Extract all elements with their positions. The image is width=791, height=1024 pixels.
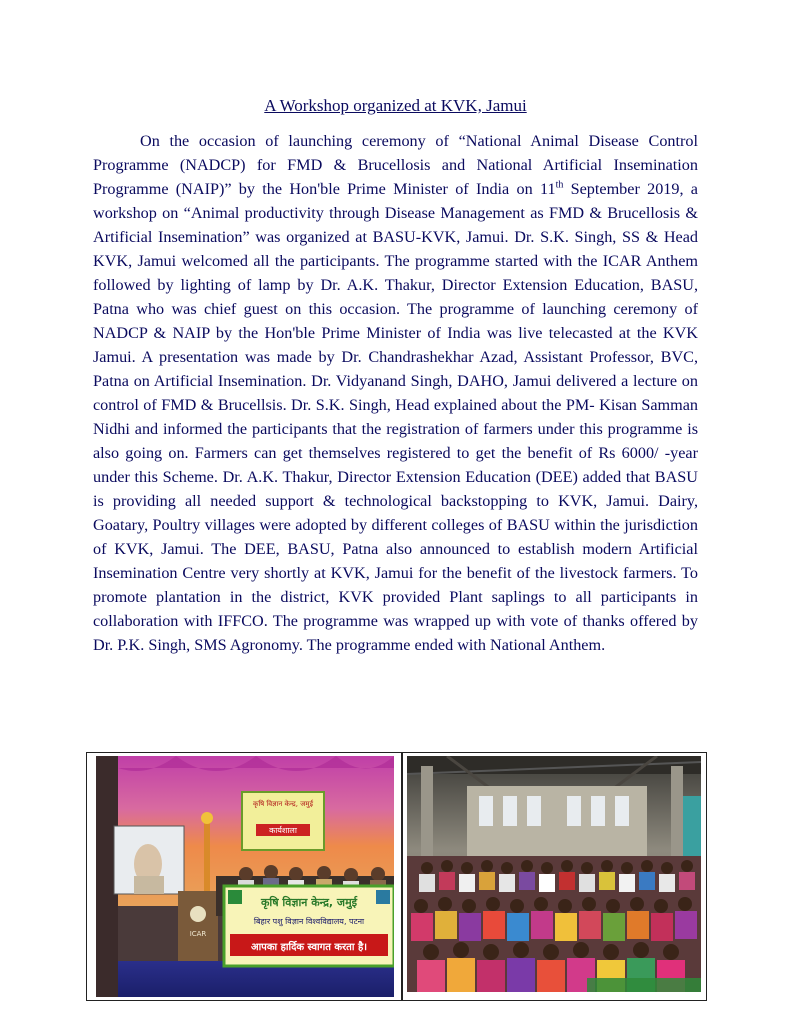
audience-photo — [407, 756, 701, 992]
date-superscript: th — [555, 179, 564, 191]
paragraph-text-part1: On the occasion of launching ceremony of “National Animal Disease Control Programme (NADCP) for FMD & Brucellosis and National Artificial Insemination Programme (NAIP)” by the Hon'ble Prime Minister of India on 11 — [93, 132, 698, 198]
top-banner-line1: कृषि विज्ञान केन्द्र, जमुई — [252, 800, 314, 808]
workshop-stage-photo — [96, 756, 394, 997]
page-title: A Workshop organized at KVK, Jamui — [264, 96, 527, 115]
body-paragraph — [93, 129, 698, 657]
photo-table — [86, 752, 707, 1001]
paragraph-text-part2: September 2019, a workshop on “Animal productivity through Disease Management as FMD & Brucellosis & Artificial Insemination” was organized at BASU-KVK, Jamui. Dr. S.K. Singh, SS & Head KVK, Jamui welcomed all the participants. The programme started with the ICAR Anthem followed by lighting of lamp by Dr. A.K. Thakur, Director Extension Education, BASU, Patna who was chief guest on this occasion. The programme of launching ceremony of NADCP & NAIP by the Hon'ble Prime Minister of India was live telecasted at the KVK Jamui. A presentation was made by Dr. Chandrashekhar Azad, Assistant Professor, BVC, Patna on Artificial Insemination. Dr. Vidyanand Singh, DAHO, Jamui delivered a lecture on control of FMD & Brucellsis. Dr. S.K. Singh, Head explained about the PM- Kisan Samman Nidhi and informed the participants that the registration of farmers under this programme is also going on. Farmers can get themselves registered to get the benefit of Rs 6000/ -year under this Scheme. Dr. A.K. Thakur, Director Extension Education (DEE) added that BASU is providing all needed support & technological backstopping to KVK, Jamui. Dairy, Goatary, Poultry villages were adopted by different colleges of BASU within the jurisdiction of KVK, Jamui. The DEE, BASU, Patna also announced to establish modern Artificial Insemination Centre very shortly at KVK, Jamui for the benefit of the livestock farmers. To promote plantation in the district, KVK provided Plant saplings to all participants in collaboration with IFFCO. The programme was wrapped up with vote of thanks offered by Dr. P.K. Singh, SMS Agronomy. The programme ended with National Anthem. — [93, 180, 698, 654]
table-divider — [401, 753, 403, 1000]
top-banner-line2: कार्यशाला — [269, 826, 297, 835]
bottom-banner-line1: कृषि विज्ञान केन्द्र, जमुई — [260, 896, 358, 909]
bottom-banner-line3: आपका हार्दिक स्वागत करता है। — [250, 942, 368, 953]
podium-label: ICAR — [189, 930, 207, 938]
bottom-banner-line2: बिहार पशु विज्ञान विश्वविद्यालय, पटना — [253, 917, 365, 926]
